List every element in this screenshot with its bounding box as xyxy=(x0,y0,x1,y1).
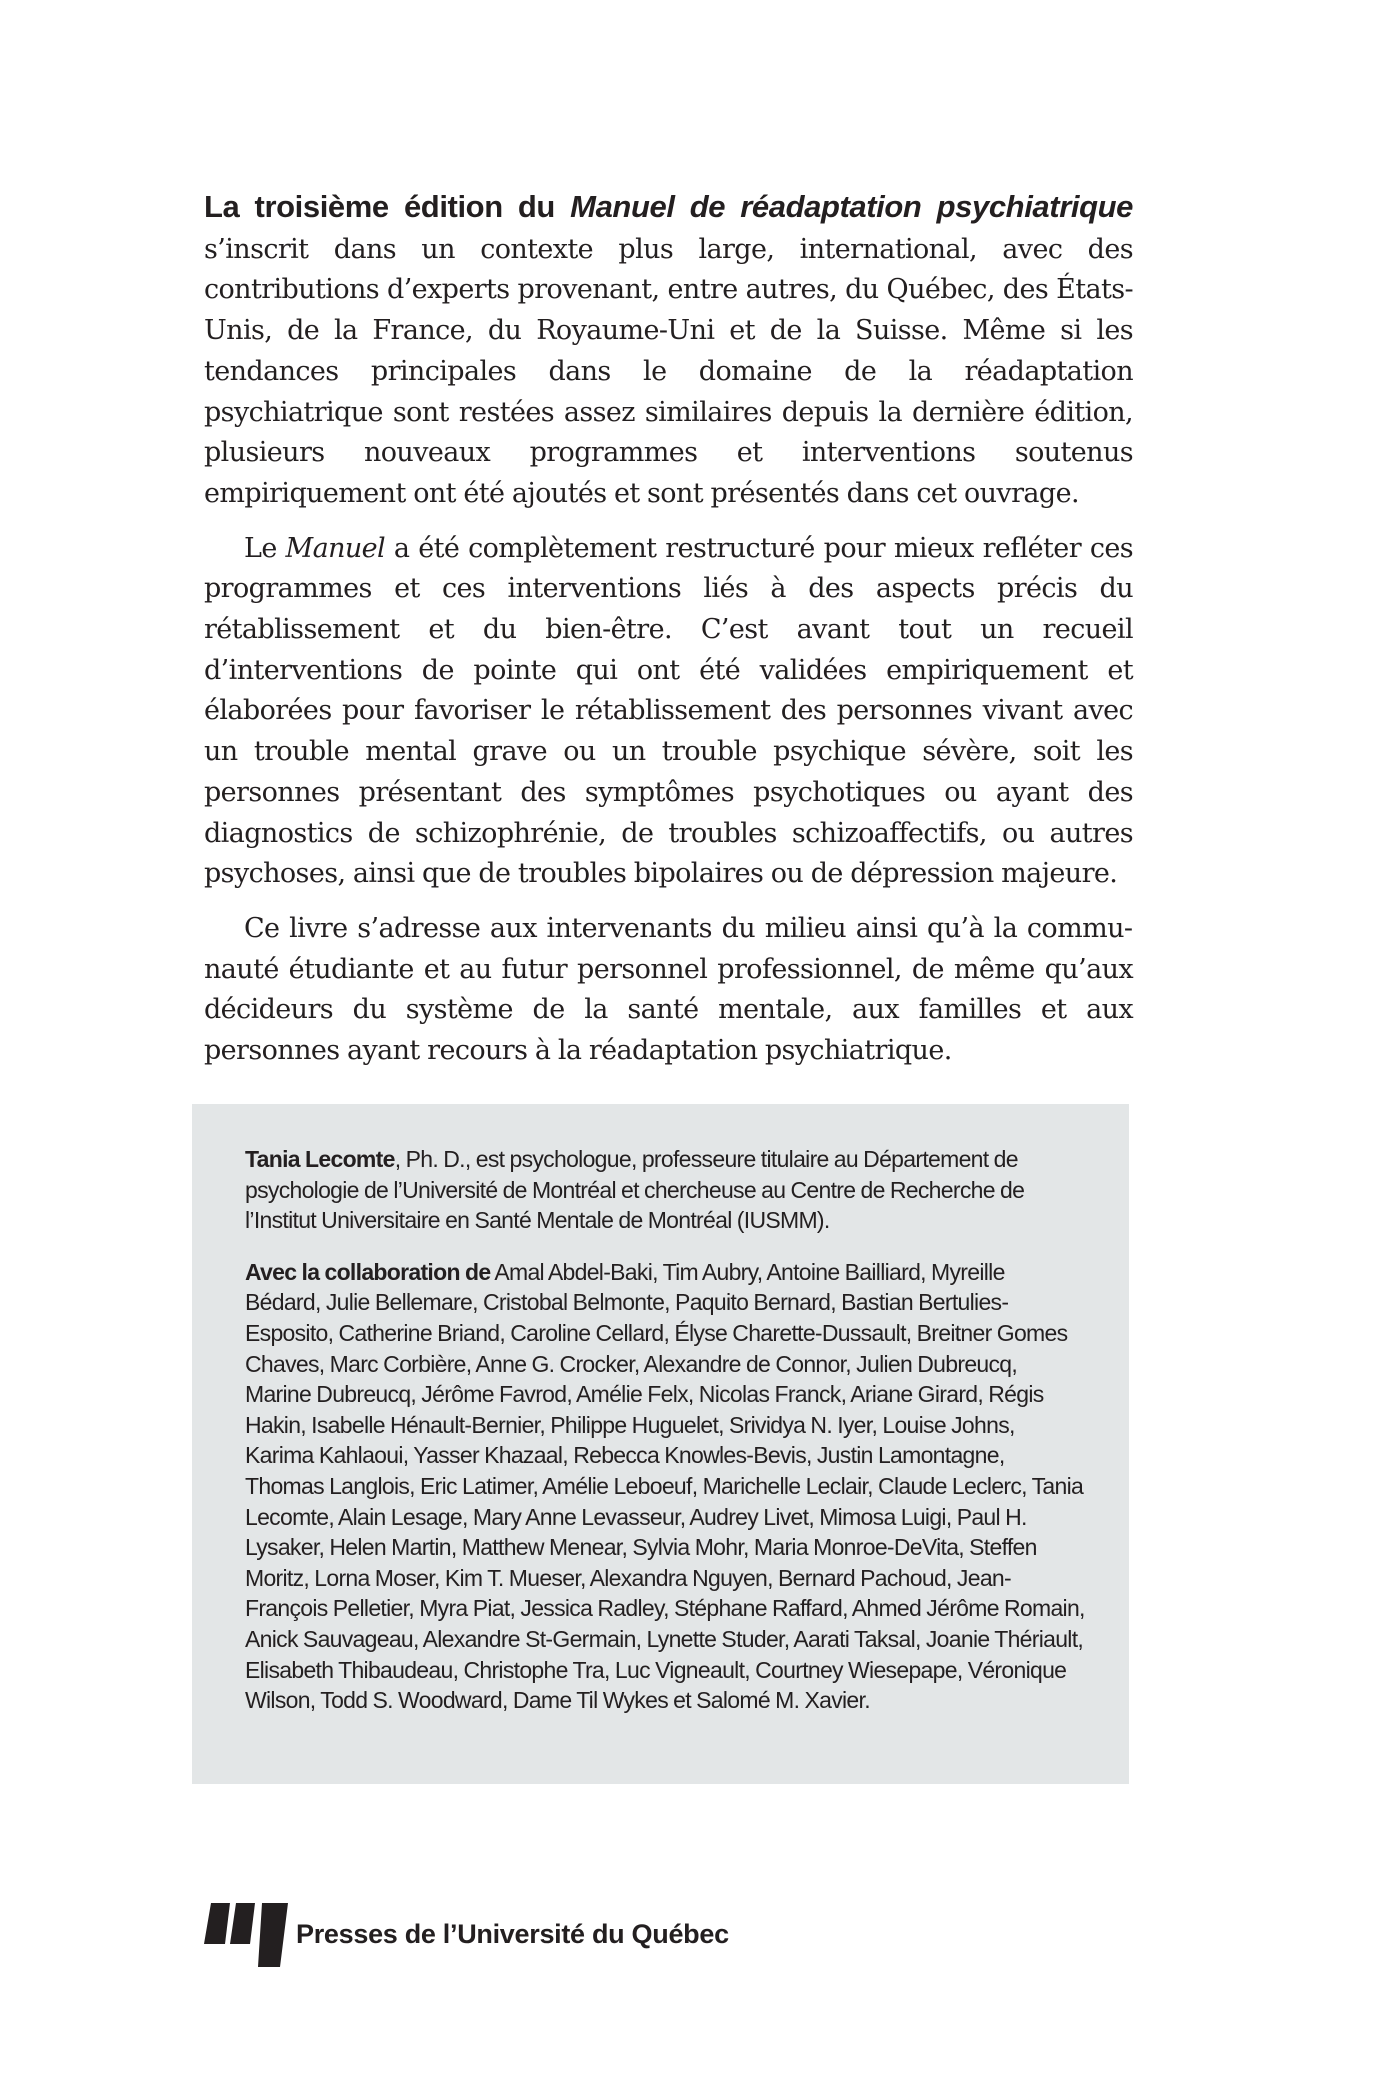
description-paragraph-1 xyxy=(204,187,1133,515)
bio-text xyxy=(245,1144,1085,1737)
collaborators-list: Amal Abdel-Baki, Tim Aubry, Antoine Bailliard, Myreille Bédard, Julie Bellemare, Cristobal Belmonte, Paquito Bernard, Bastian Bertulies-Esposito, Catherine Briand, Caroline Cellard, Élyse Charette-Dussault, Breitner Gomes Chaves, Marc Corbière, Anne G. Crocker, Alexandre de Connor, Julien Dubreucq, Marine Dubreucq, Jérôme Favrod, Amélie Felx, Nicolas Franck, Ariane Girard, Régis Hakin, Isabelle Hénault-Bernier, Philippe Huguelet, Srividya N. Iyer, Louise Johns, Karima Kahlaoui, Yasser Khazaal, Rebecca Knowles-Bevis, Justin Lamontagne, Thomas Langlois, Eric Latimer, Amélie Leboeuf, Marichelle Leclair, Claude Leclerc, Tania Lecomte, Alain Lesage, Mary Anne Levasseur, Audrey Livet, Mimosa Luigi, Paul H. Lysaker, Helen Martin, Matthew Menear, Sylvia Mohr, Maria Monroe-DeVita, Steffen Moritz, Lorna Moser, Kim T. Mueser, Alexandra Nguyen, Bernard Pachoud, Jean-François Pelletier, Myra Piat, Jessica Radley, Stéphane Raffard, Ahmed Jérôme Romain, Anick Sauvageau, Alexandre St-Germain, Lynette Studer, Aarati Taksal, Joanie Thériault, Elisabeth Thibaudeau, Christophe Tra, Luc Vigneault, Courtney Wiesepape, Véronique Wilson, Todd S. Woodward, Dame Til Wykes et Salomé M. Xavier. xyxy=(245,1258,1085,1714)
paragraph-2-start: Le xyxy=(244,532,286,564)
book-title: Manuel de réadaptation psychiatrique xyxy=(570,189,1133,224)
paragraph-1-text: s’inscrit dans un contexte plus large, international, avec des contributions d’experts provenant, entre autres, du Québec, des États-Unis, de la France, du Royaume-Uni et de la Suisse. Même si les tendances principales dans le domaine de la réadaptation psychiatrique sont restées assez similaires depuis la dernière édition, plusieurs nouveaux programmes et interventions soutenus empiriquement ont été ajoutés et sont présentés dans cet ouvrage. xyxy=(204,233,1133,509)
author-bio-text: , Ph. D., est psychologue, professeure titulaire au Département de psychologie de l’Université de Montréal et chercheuse au Centre de Recherche de l’Institut Universitaire en Santé Mentale de Montréal (IUSMM). xyxy=(245,1146,1025,1234)
description-paragraph-2 xyxy=(204,529,1133,895)
publisher-footer xyxy=(204,1903,729,1967)
manuel-italic: Manuel xyxy=(285,532,386,564)
publisher-name: Presses de l’Université du Québec xyxy=(296,1919,729,1949)
puq-logo-icon xyxy=(204,1903,288,1967)
collaborators xyxy=(245,1257,1085,1716)
lead-heading xyxy=(204,189,1133,224)
collaborators-label: Avec la collaboration de xyxy=(245,1258,491,1285)
description-paragraph-3: Ce livre s’adresse aux intervenants du milieu ainsi qu’à la communauté étudiante et au futur personnel professionnel, de même qu’aux décideurs du système de la santé mentale, aux familles et aux personnes ayant recours à la réadaptation psychiatrique. xyxy=(204,912,1133,1067)
author-bio xyxy=(245,1144,1085,1236)
author-bio-box xyxy=(192,1104,1129,1784)
author-name: Tania Lecomte xyxy=(245,1146,395,1172)
paragraph-2-text: a été complètement restructuré pour mieux refléter ces programmes et ces interventions liés à des aspects précis du rétablissement et du bien-être. C’est avant tout un recueil d’interventions de pointe qui ont été validées empiriquement et élaborées pour favoriser le rétablissement des personnes vivant avec un trouble mental grave ou un trouble psychique sévère, soit les personnes présentant des symptômes psychotiques ou ayant des diagnostics de schizophrénie, de troubles schizoaffectifs, ou autres psychoses, ainsi que de troubles bipolaires ou de dépression majeure. xyxy=(204,532,1133,890)
back-cover-description xyxy=(204,187,1133,1086)
lead-bold-text: La troisième édition du xyxy=(204,189,571,224)
